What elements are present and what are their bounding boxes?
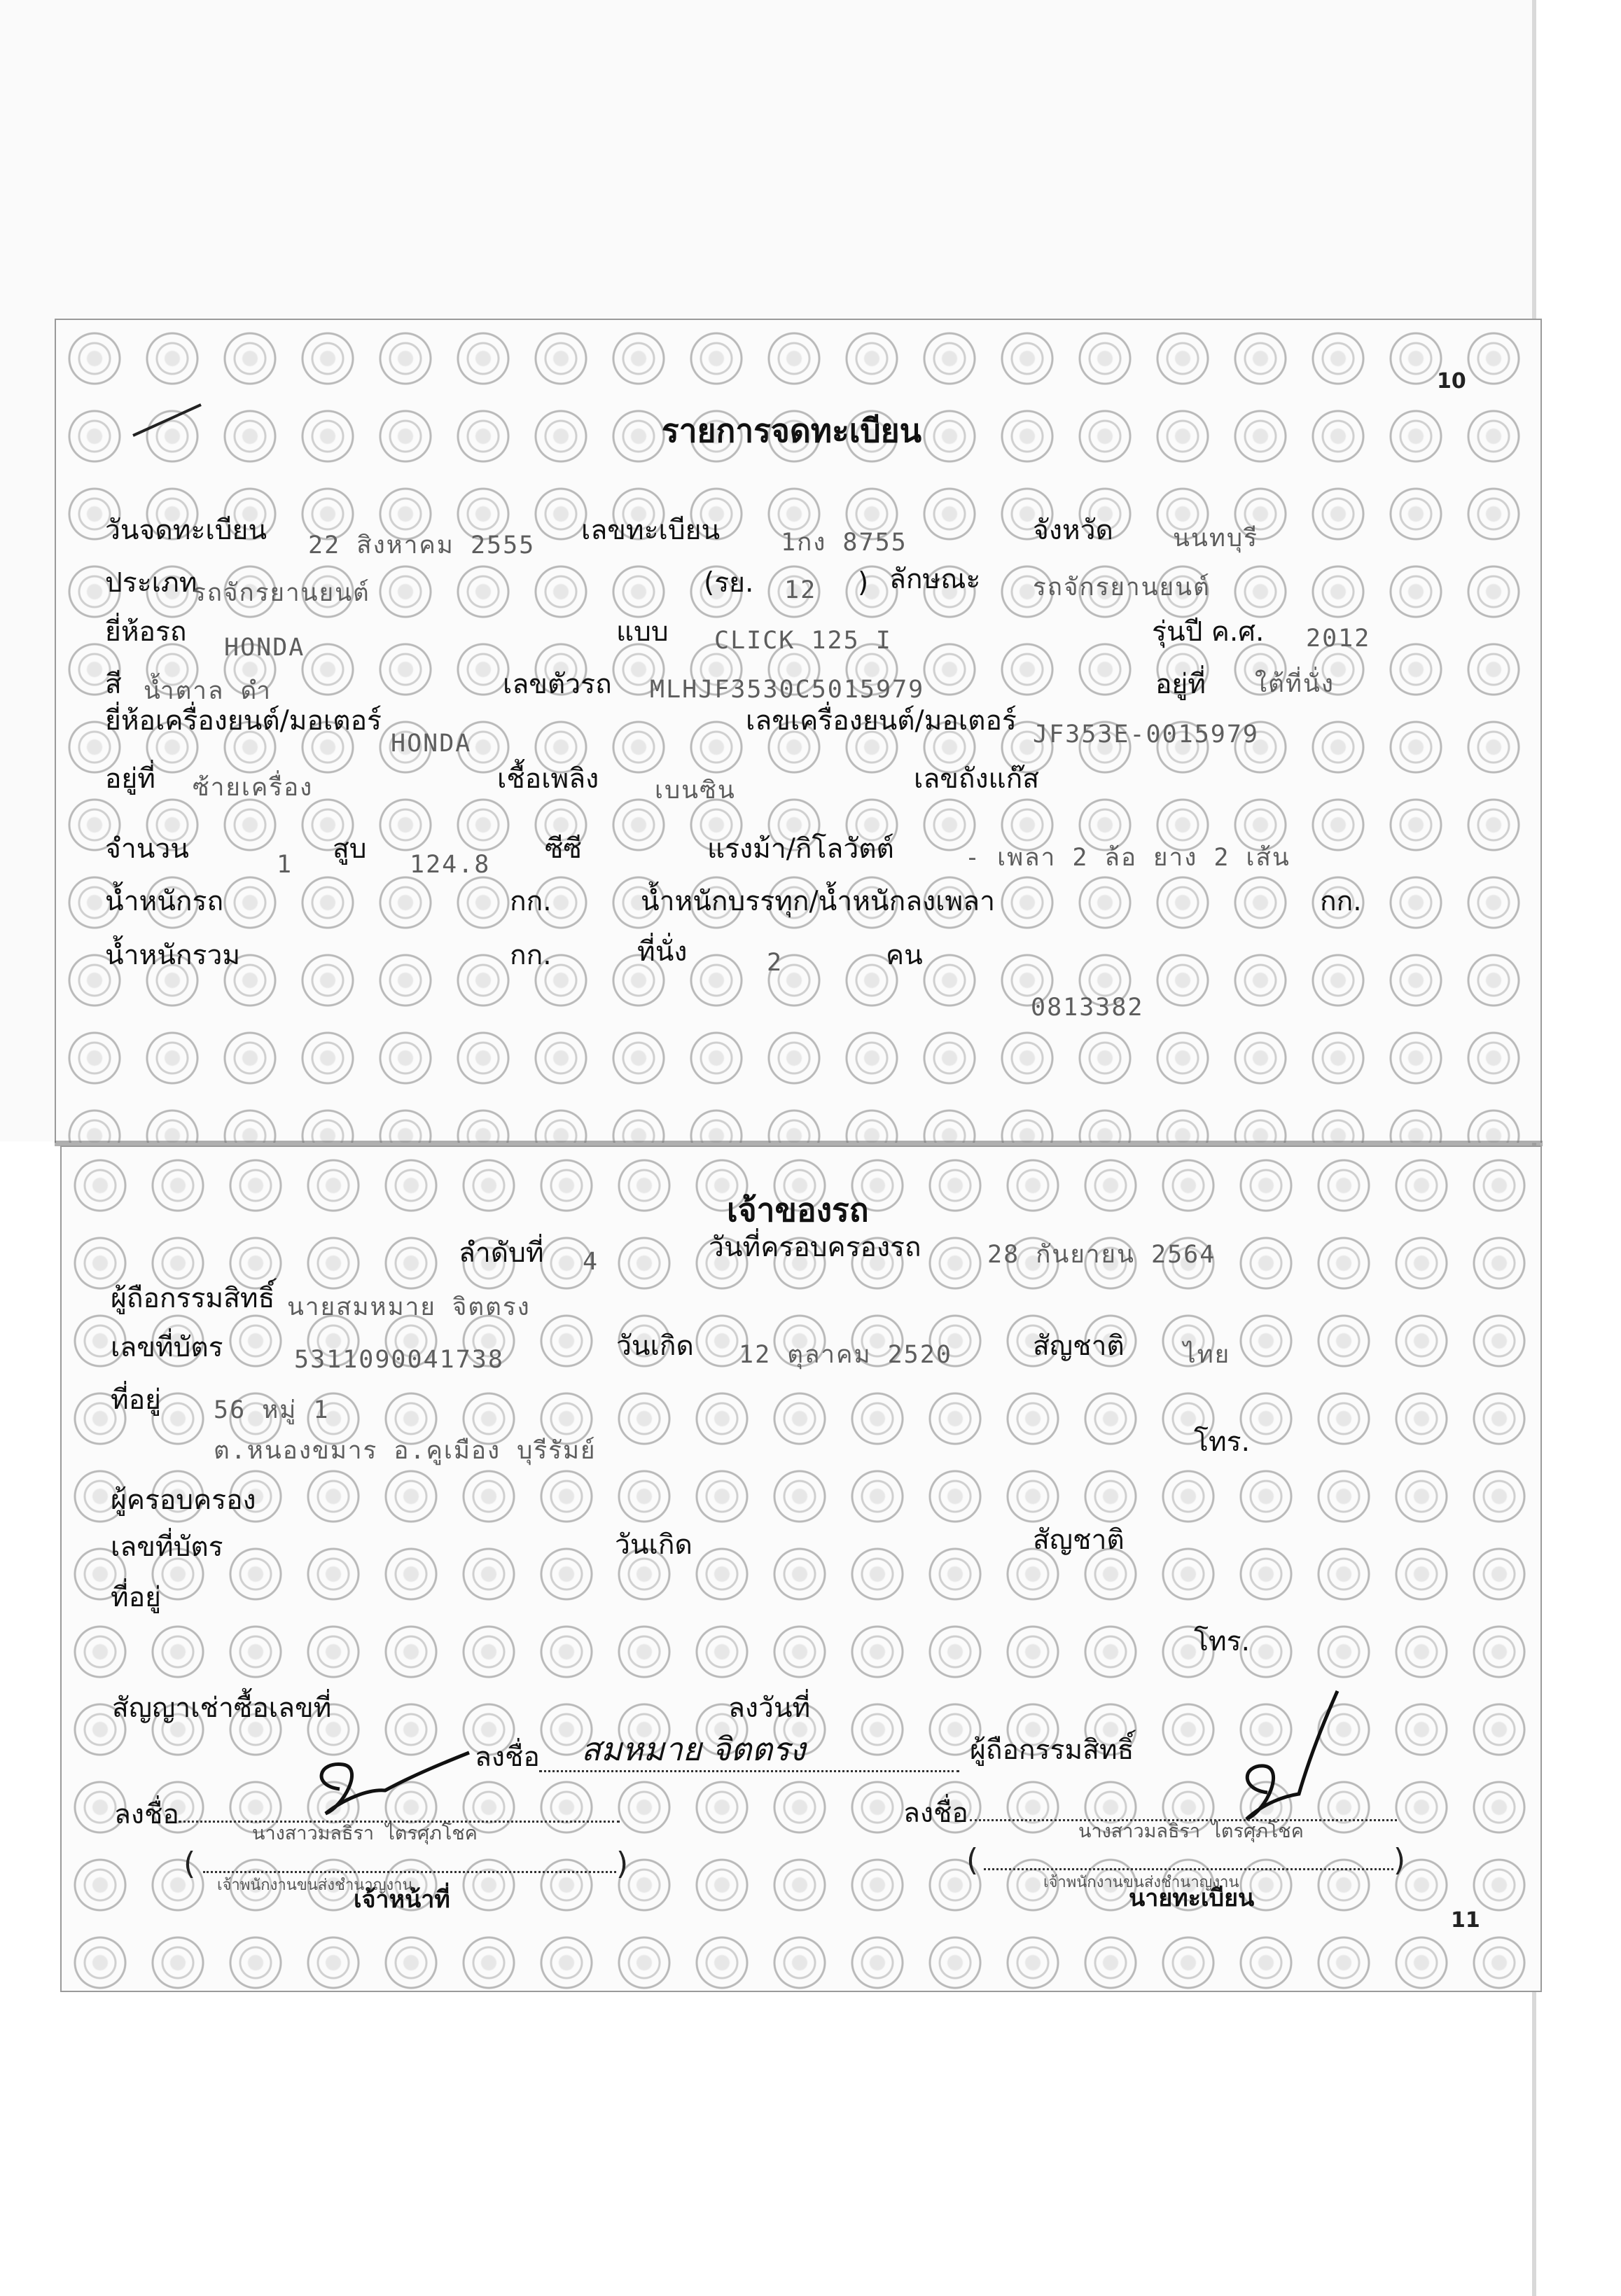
cylinders-label: จำนวน	[105, 833, 189, 865]
possessor-id-label: เลขที่บัตร	[111, 1531, 223, 1563]
engine-location-label: อยู่ที่	[105, 763, 155, 795]
owner-name-value: นายสมหมาย จิตตรง	[287, 1293, 531, 1321]
type-code-prefix: (รย.	[704, 567, 754, 599]
form-serial-number: 0813382	[1031, 994, 1144, 1022]
owner-section-title: เจ้าของรถ	[727, 1191, 869, 1229]
vin-location-label: อยู่ที่	[1155, 669, 1206, 700]
payload-unit: กก.	[1320, 886, 1362, 917]
owner-handwritten-signature: สมหมาย จิตตรง	[581, 1730, 806, 1768]
seats-unit: คน	[886, 940, 923, 971]
type-value: รถจักรยานยนต์	[193, 579, 370, 607]
registration-date-label: วันจดทะเบียน	[105, 515, 267, 546]
registrar-role: นายทะเบียน	[1129, 1884, 1255, 1912]
vin-location-value: ใต้ที่นั่ง	[1255, 670, 1335, 698]
engine-number-value: JF353E-0015979	[1033, 721, 1260, 749]
model-year-label: รุ่นปี ค.ศ.	[1152, 616, 1265, 648]
registration-title: รายการจดทะเบียน	[662, 412, 922, 450]
officer-signature-mark	[301, 1747, 476, 1824]
owner-role-label: ผู้ถือกรรมสิทธิ์	[970, 1734, 1134, 1766]
engine-location-value: ซ้ายเครื่อง	[193, 774, 314, 802]
fuel-label: เชื้อเพลิง	[497, 763, 599, 795]
vin-value: MLHJF3530C5015979	[650, 676, 925, 704]
pen-stroke-mark	[130, 399, 207, 441]
registrar-paren-right: )	[1393, 1842, 1406, 1878]
model-label: แบบ	[616, 616, 669, 648]
officer-paren-left: (	[183, 1846, 196, 1881]
seats-label: ที่นั่ง	[637, 936, 688, 968]
owner-label: ผู้ถือกรรมสิทธิ์	[111, 1283, 275, 1314]
order-label: ลำดับที่	[459, 1237, 544, 1269]
color-label: สี	[105, 669, 122, 700]
body-style-value: รถจักรยานยนต์	[1033, 573, 1211, 601]
possessor-nationality-label: สัญชาติ	[1033, 1524, 1125, 1556]
plate-number-value: 1กง 8755	[781, 529, 907, 557]
type-label: ประเภท	[105, 567, 197, 599]
brand-label: ยี่ห้อรถ	[105, 616, 187, 648]
gross-weight-unit: กก.	[510, 940, 552, 971]
brand-value: HONDA	[224, 634, 305, 662]
displacement-value: 124.8	[410, 851, 491, 879]
type-code-suffix: )	[858, 567, 869, 599]
registrar-position: เจ้าพนักงานขนส่งชำนาญงาน	[1043, 1874, 1239, 1891]
registrar-sign-label: ลงชื่อ	[903, 1797, 968, 1829]
possessor-label: ผู้ครอบครอง	[111, 1484, 256, 1516]
vin-label: เลขตัวรถ	[503, 669, 612, 700]
id-number-value: 5311090041738	[294, 1346, 504, 1374]
province-label: จังหวัด	[1033, 515, 1113, 546]
model-value: CLICK 125 I	[714, 627, 892, 655]
owner-signature-line	[539, 1770, 959, 1772]
signed-date-label: ลงวันที่	[728, 1692, 811, 1724]
officer-position: เจ้าพนักงานขนส่งชำนาญงาน	[217, 1877, 413, 1894]
birth-date-label: วันเกิด	[616, 1330, 694, 1362]
page-number-bottom: 11	[1451, 1908, 1480, 1933]
id-number-label: เลขที่บัตร	[111, 1332, 223, 1363]
officer-sign-label: ลงชื่อ	[114, 1799, 179, 1830]
owner-sign-label: ลงชื่อ	[475, 1741, 540, 1773]
weight-label: น้ำหนักรถ	[105, 886, 224, 917]
nationality-value: ไทย	[1183, 1341, 1231, 1369]
engine-brand-value: HONDA	[391, 730, 472, 758]
engine-brand-label: ยี่ห้อเครื่องยนต์/มอเตอร์	[105, 705, 382, 737]
weight-unit: กก.	[510, 886, 552, 917]
registrar-position-line	[984, 1868, 1393, 1870]
registrar-name: นางสาวมลธิรา ไตรศุภโชค	[1078, 1821, 1304, 1842]
registration-date-value: 22 สิงหาคม 2555	[308, 531, 536, 559]
body-style-label: ลักษณะ	[889, 564, 981, 595]
displacement-unit: ซีซี	[545, 833, 582, 865]
order-value: 4	[583, 1248, 599, 1276]
fuel-value: เบนซิน	[655, 777, 736, 805]
axle-info-value: - เพลา 2 ล้อ ยาง 2 เส้น	[965, 844, 1290, 872]
cylinders-unit: สูบ	[333, 833, 367, 865]
plate-number-label: เลขทะเบียน	[581, 515, 721, 546]
registrar-signature-mark	[1215, 1688, 1341, 1828]
cylinders-value: 1	[277, 851, 293, 879]
gas-tank-label: เลขถังแก๊ส	[914, 763, 1040, 795]
power-label: แรงม้า/กิโลวัตต์	[707, 833, 894, 865]
payload-label: น้ำหนักบรรทุก/น้ำหนักลงเพลา	[641, 886, 995, 917]
lease-contract-label: สัญญาเช่าซื้อเลขที่	[112, 1692, 332, 1724]
possessor-phone-label: โทร.	[1194, 1626, 1250, 1657]
possessor-birth-label: วันเกิด	[615, 1529, 693, 1561]
phone-label: โทร.	[1194, 1426, 1250, 1458]
address-line2: ต.หนองขมาร อ.คูเมือง บุรีรัมย์	[214, 1437, 597, 1465]
officer-position-line	[203, 1871, 616, 1873]
owner-section	[60, 1146, 1542, 1992]
officer-name: นางสาวมลธิรา ไตรศุภโชค	[252, 1823, 478, 1844]
type-code-value: 12	[784, 576, 817, 604]
address-label: ที่อยู่	[111, 1384, 161, 1416]
possession-date-label: วันที่ครอบครองรถ	[709, 1232, 921, 1263]
address-line1: 56 หมู่ 1	[214, 1396, 330, 1424]
color-value: น้ำตาล ดำ	[144, 677, 272, 705]
engine-number-label: เลขเครื่องยนต์/มอเตอร์	[746, 705, 1017, 737]
nationality-label: สัญชาติ	[1033, 1330, 1125, 1362]
officer-paren-right: )	[616, 1846, 629, 1881]
birth-date-value: 12 ตุลาคม 2520	[739, 1341, 952, 1369]
possession-date-value: 28 กันยายน 2564	[987, 1241, 1216, 1269]
model-year-value: 2012	[1306, 625, 1371, 653]
seats-value: 2	[767, 949, 784, 977]
officer-role: เจ้าหน้าที่	[354, 1886, 450, 1914]
registrar-paren-left: (	[966, 1842, 979, 1878]
page-number-top: 10	[1437, 369, 1466, 394]
gross-weight-label: น้ำหนักรวม	[105, 940, 241, 971]
possessor-address-label: ที่อยู่	[111, 1582, 161, 1613]
province-value: นนทบุรี	[1173, 524, 1258, 552]
